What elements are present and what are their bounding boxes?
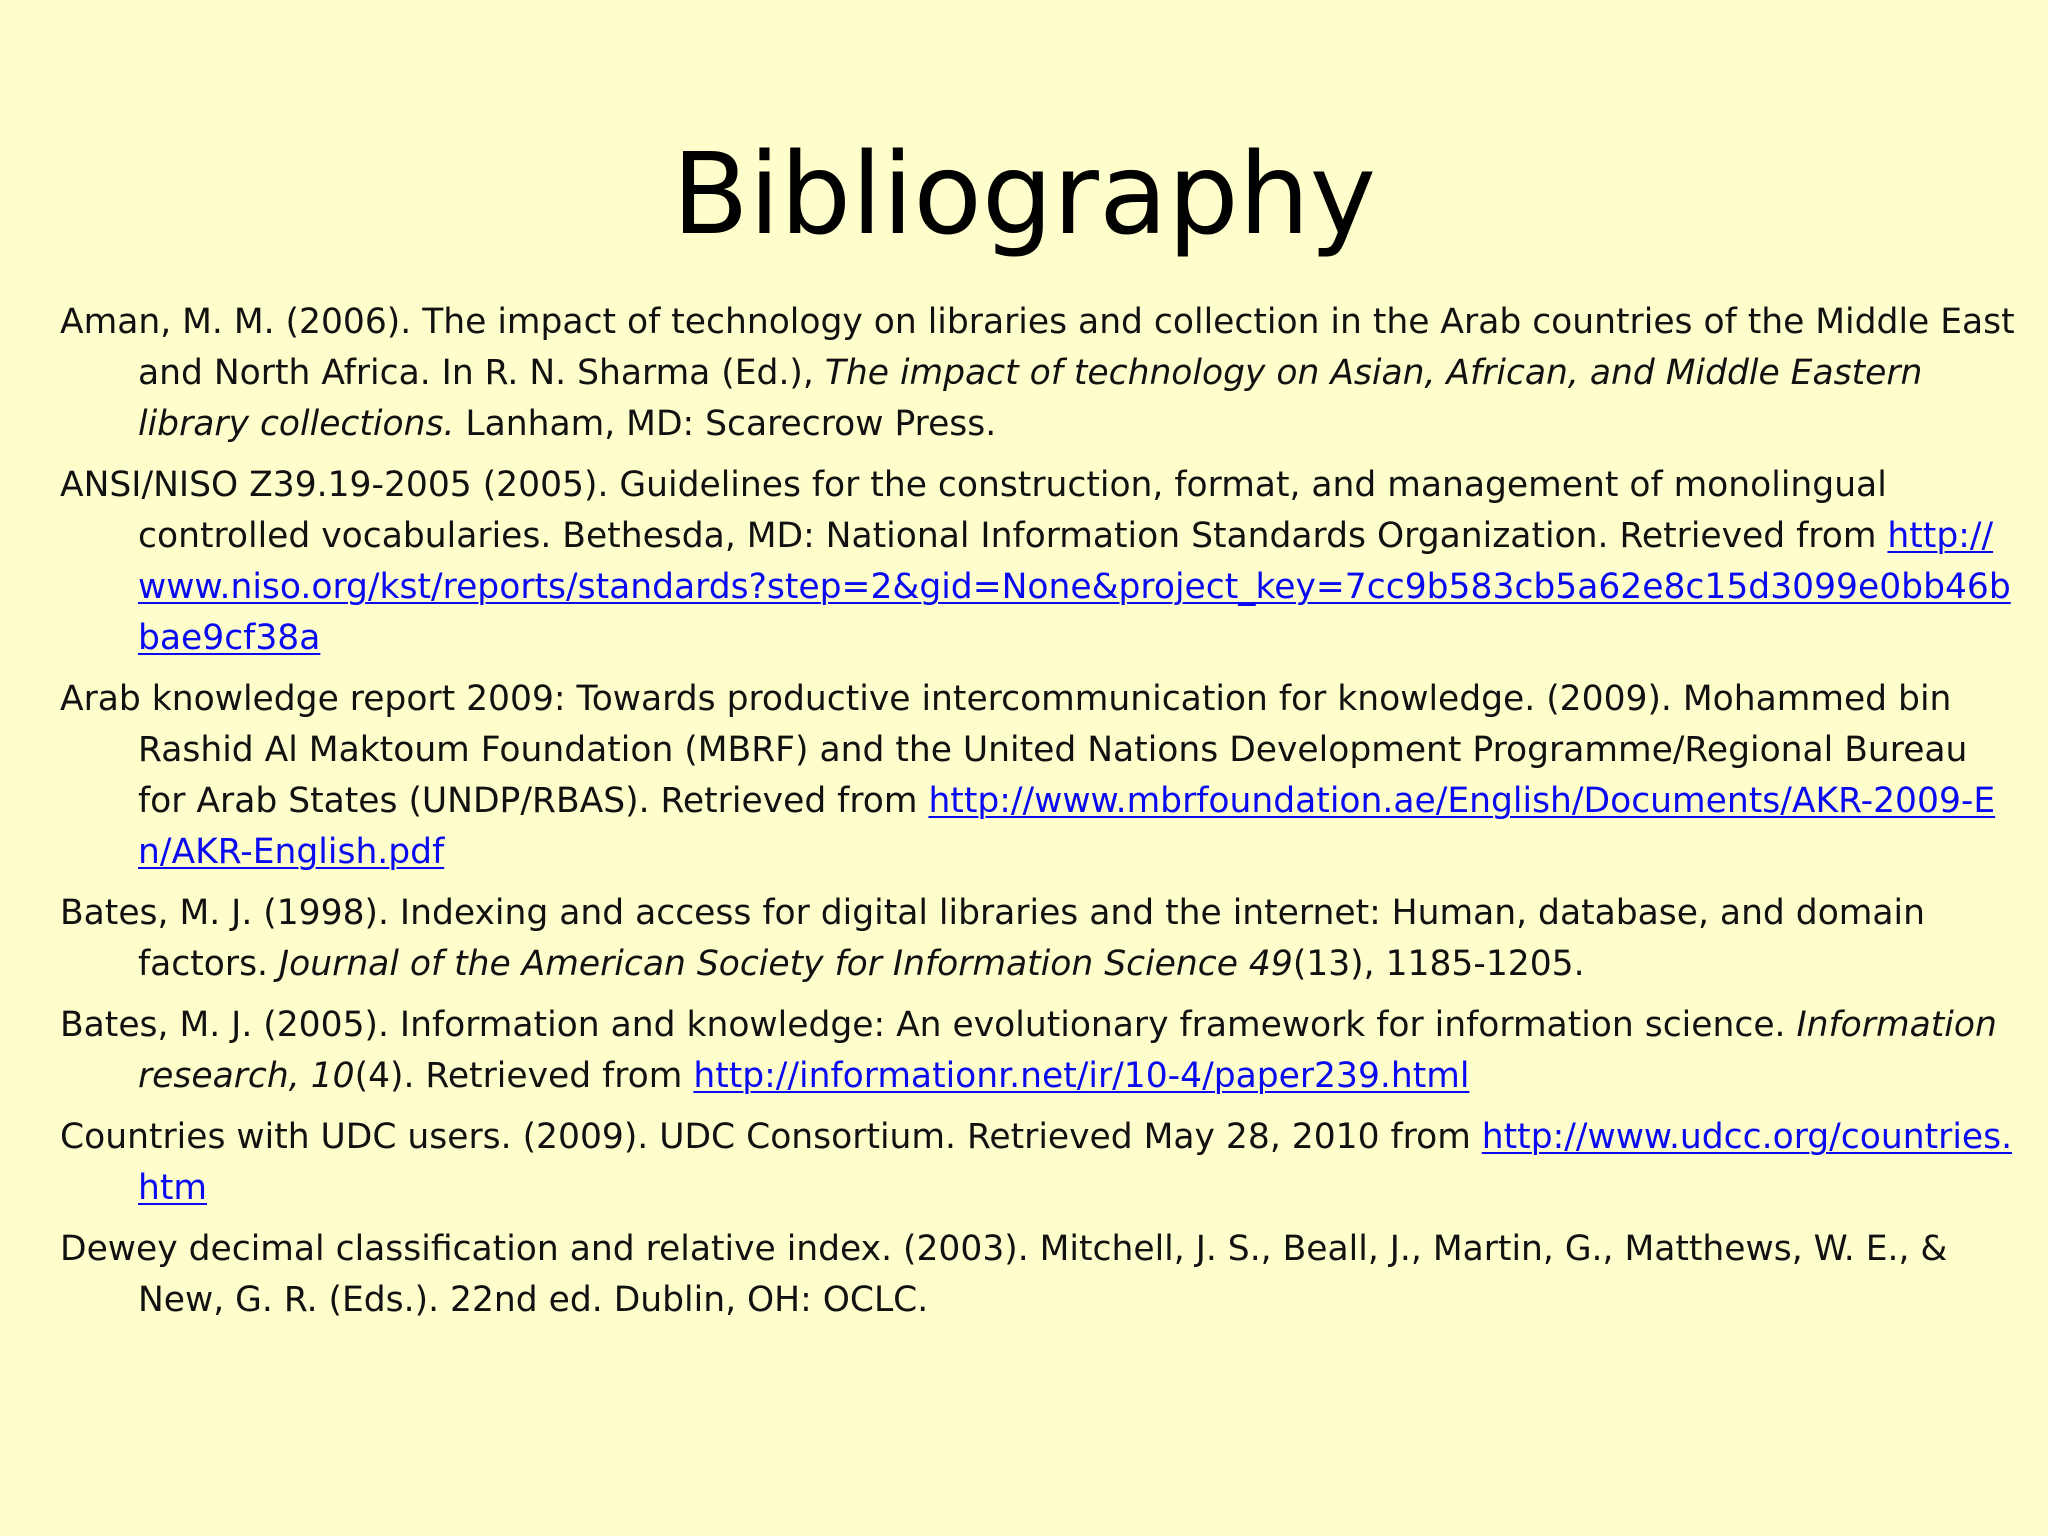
entry-text: Countries with UDC users. (2009). UDC Consortium. Retrieved May 28, 2010 from [60,1117,1482,1157]
bibliography-entry-bates-2005 [60,1000,2020,1102]
entry-link[interactable]: http://www.niso.org/kst/reports/standards?step=2&gid=None&project_key=7cc9b583cb5a62e8c15d3099e0bb46bbae9cf38a [138,516,2011,658]
entry-text: (4). Retrieved from [354,1056,694,1096]
bibliography-entry-ansi-niso-2005 [60,460,2020,664]
entry-text: (13), 1185-1205. [1292,944,1585,984]
entry-italic-title: Information research, 10 [138,1005,1997,1096]
entry-text: Arab knowledge report 2009: Towards productive intercommunication for knowledge. (2009). Mohammed bin Rashid Al Maktoum Foundation (MBRF) and the United Nations Development Programme/Regional Bureau for Arab States (UNDP/RBAS). Retrieved from [60,679,1968,821]
entry-text: Bates, M. J. (1998). Indexing and access for digital libraries and the internet: Human, database, and domain factors. [60,893,1926,984]
entry-text: Bates, M. J. (2005). Information and knowledge: An evolutionary framework for information science. [60,1005,1797,1045]
bibliography-list [60,297,2020,1336]
entry-text: Dewey decimal classification and relative index. (2003). Mitchell, J. S., Beall, J., Martin, G., Matthews, W. E., & New, G. R. (Eds.). 22nd ed. Dublin, OH: OCLC. [60,1229,1948,1320]
slide-title: Bibliography [672,130,1376,260]
bibliography-entry-aman-2006 [60,297,2020,450]
entry-italic-title: The impact of technology on Asian, African, and Middle Eastern library collections. [138,353,1923,444]
entry-text: Aman, M. M. (2006). The impact of technology on libraries and collection in the Arab countries of the Middle East and North Africa. In R. N. Sharma (Ed.), [60,302,2015,393]
bibliography-entry-udc-countries-2009 [60,1112,2020,1214]
bibliography-entry-dewey-2003 [60,1224,2020,1326]
bibliography-entry-bates-1998 [60,888,2020,990]
bibliography-entry-arab-knowledge-report-2009 [60,674,2020,878]
entry-link[interactable]: http://www.mbrfoundation.ae/English/Documents/AKR-2009-En/AKR-English.pdf [138,781,1996,872]
entry-italic-title: Journal of the American Society for Information Science 49 [278,944,1293,984]
entry-text: ANSI/NISO Z39.19-2005 (2005). Guidelines for the construction, format, and management of monolingual controlled vocabularies. Bethesda, MD: National Information Standards Organization. Retrieved from [60,465,1888,556]
entry-text: Lanham, MD: Scarecrow Press. [454,404,997,444]
entry-link[interactable]: http://www.udcc.org/countries.htm [138,1117,2013,1208]
entry-link[interactable]: http://informationr.net/ir/10-4/paper239.html [693,1056,1470,1096]
